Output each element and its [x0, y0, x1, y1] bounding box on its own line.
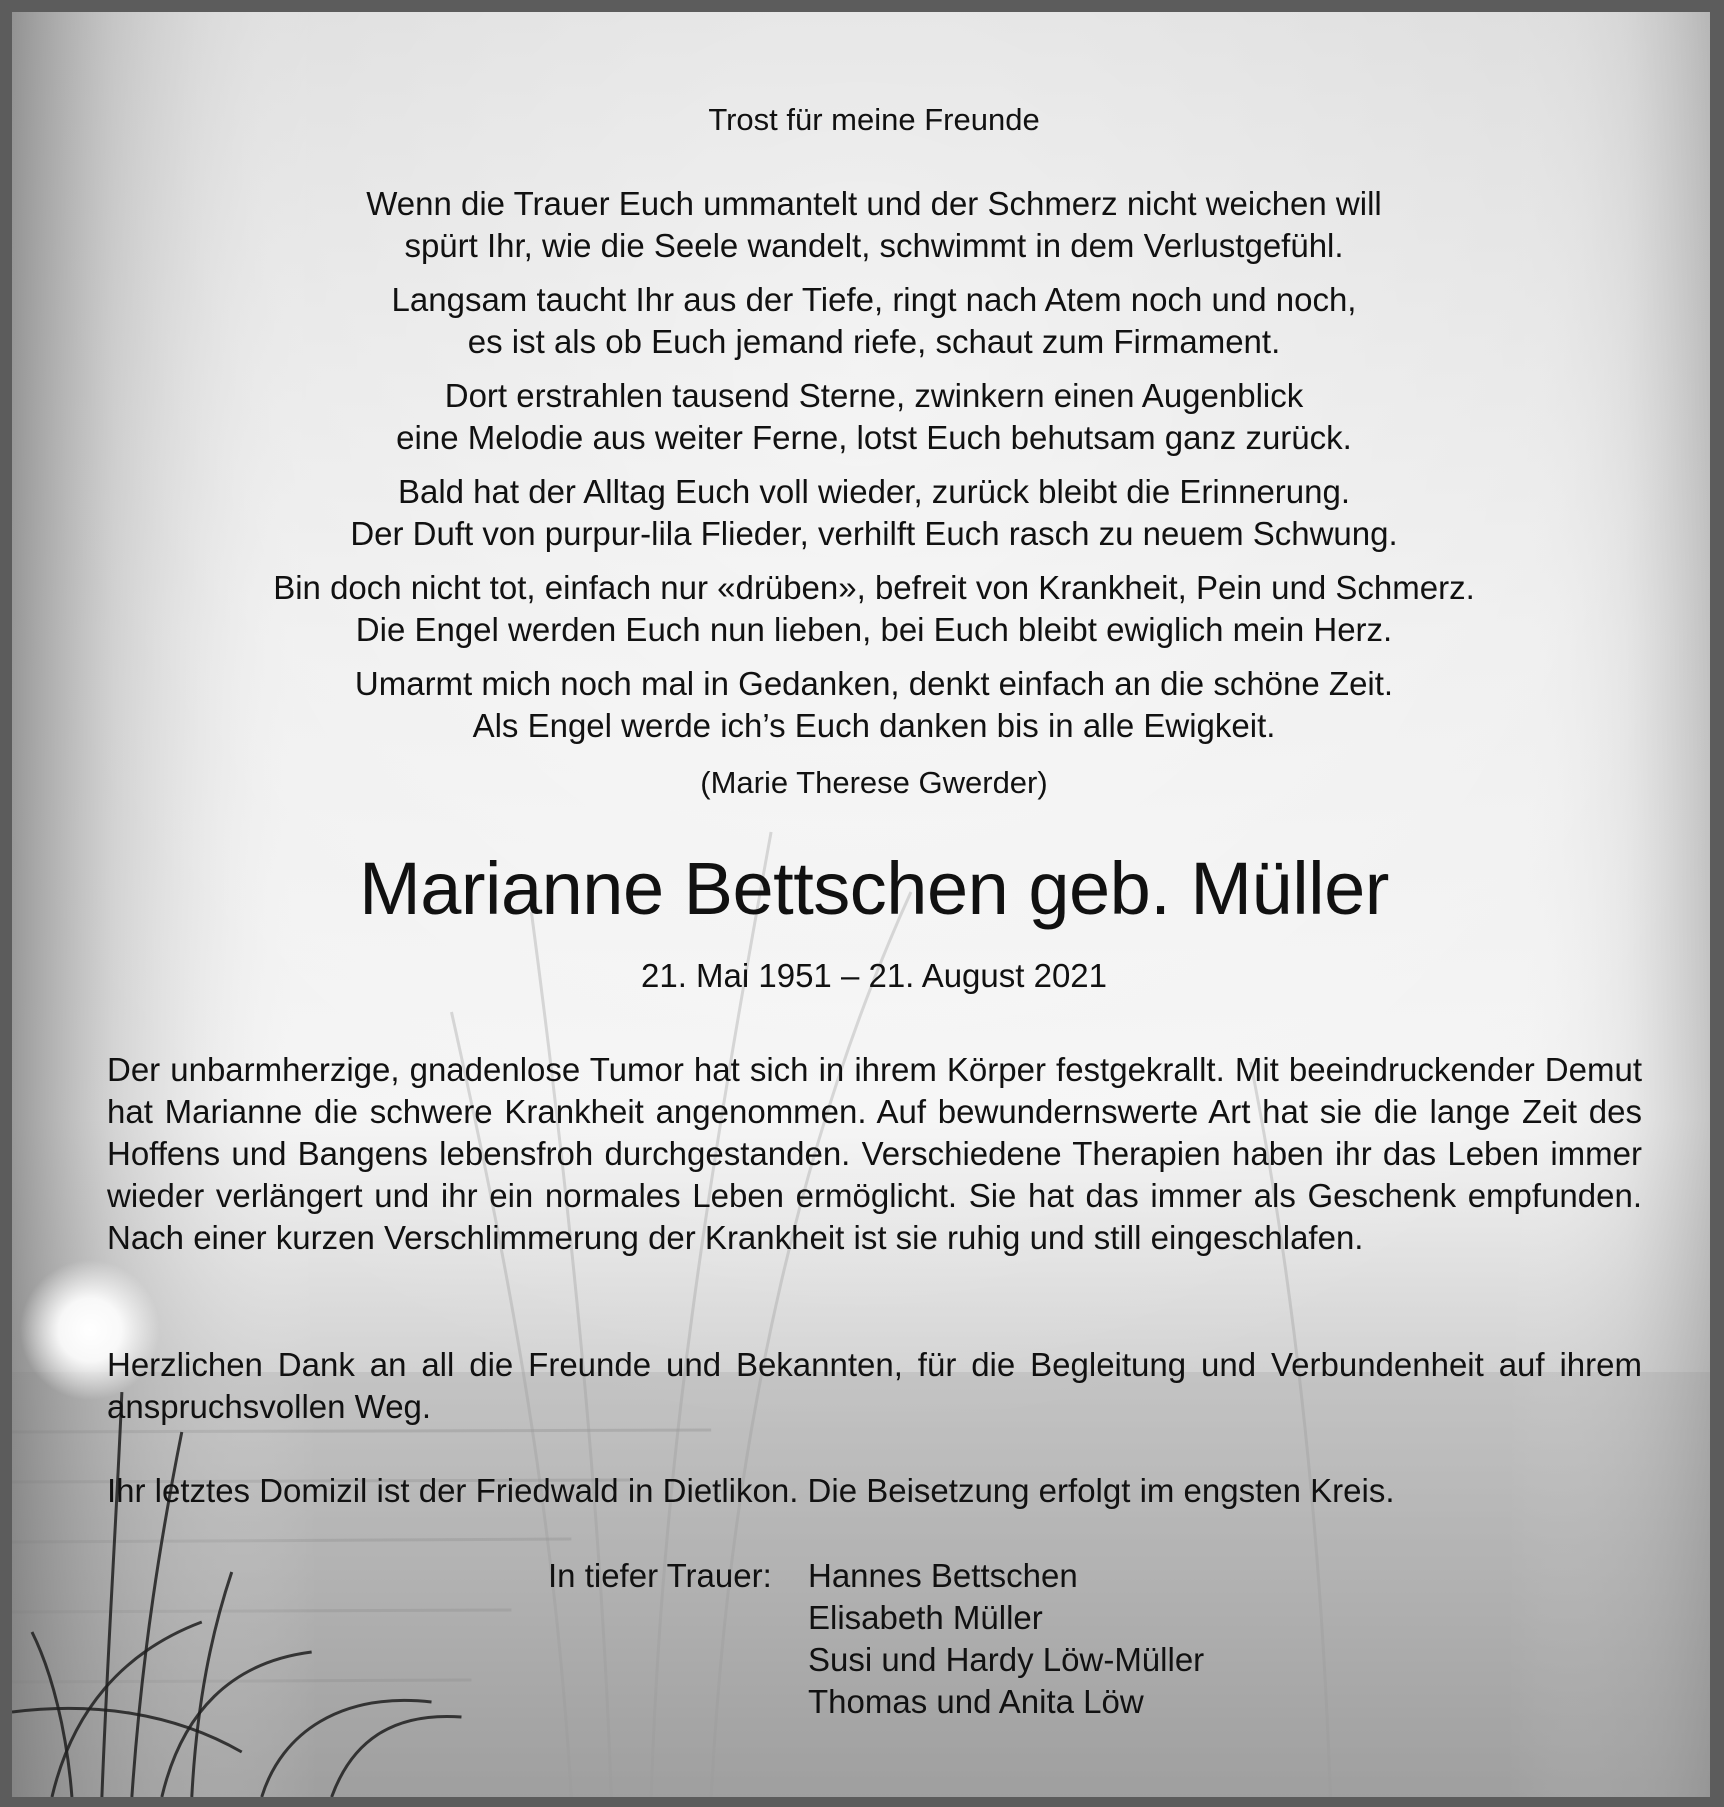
- poem-line: eine Melodie aus weiter Ferne, lotst Euch behutsam ganz zurück.: [396, 419, 1352, 456]
- poem-author: (Marie Therese Gwerder): [700, 765, 1048, 800]
- burial-paragraph: Ihr letztes Domizil ist der Friedwald in Dietlikon. Die Beisetzung erfolgt im engsten Kreis.: [107, 1472, 1395, 1509]
- thanks-paragraph: Herzlichen Dank an all die Freunde und Bekannten, für die Begleitung und Verbundenheit auf ihrem anspruchsvollen Weg.: [107, 1346, 1642, 1425]
- poem-line: Als Engel werde ich’s Euch danken bis in alle Ewigkeit.: [472, 707, 1276, 744]
- obituary-paragraph: Der unbarmherzige, gnadenlose Tumor hat sich in ihrem Körper festgekrallt. Mit beeindruckender Demut hat Marianne die schwere Krankheit angenommen. Auf bewundernswerte Art hat sie die lange Zeit des Hoffens und Bangens lebensfroh durchgestanden. Verschiedene Therapien haben ihr das Leben immer wieder verlängert und ihr ein normales Leben ermöglicht. Sie hat das immer als Geschenk empfunden. Nach einer kurzen Verschlimmerung der Krankheit ist sie ruhig und still eingeschlafen.: [107, 1051, 1642, 1256]
- poem-stanza: [12, 279, 1724, 363]
- poem-stanza: [12, 375, 1724, 459]
- poem-line: Umarmt mich noch mal in Gedanken, denkt einfach an die schöne Zeit.: [354, 665, 1394, 702]
- obituary-content: [12, 12, 1712, 1797]
- mourner-name: Elisabeth Müller: [808, 1599, 1043, 1636]
- poem-line: Der Duft von purpur-lila Flieder, verhilft Euch rasch zu neuem Schwung.: [350, 515, 1398, 552]
- poem-line: es ist als ob Euch jemand riefe, schaut zum Firmament.: [467, 323, 1281, 360]
- poem-line: Bin doch nicht tot, einfach nur «drüben», befreit von Krankheit, Pein und Schmerz.: [273, 569, 1475, 606]
- mourner-name: Susi und Hardy Löw-Müller: [808, 1641, 1205, 1678]
- life-dates: 21. Mai 1951 – 21. August 2021: [640, 957, 1108, 994]
- deceased-name: Marianne Bettschen geb. Müller: [359, 847, 1389, 930]
- poem-line: Dort erstrahlen tausend Sterne, zwinkern einen Augenblick: [444, 377, 1304, 414]
- poem-stanza: [12, 471, 1724, 555]
- poem-stanza: [12, 663, 1724, 747]
- poem-stanza: [12, 183, 1724, 267]
- mourners-list: [808, 1555, 1204, 1723]
- mourner-name: Thomas und Anita Löw: [808, 1683, 1144, 1720]
- mourner-name: Hannes Bettschen: [808, 1557, 1078, 1594]
- poem-line: Wenn die Trauer Euch ummantelt und der Schmerz nicht weichen will: [366, 185, 1382, 222]
- poem-line: Bald hat der Alltag Euch voll wieder, zurück bleibt die Erinnerung.: [397, 473, 1351, 510]
- mourners-label: In tiefer Trauer:: [548, 1557, 772, 1594]
- poem-title: Trost für meine Freunde: [708, 102, 1040, 137]
- poem-line: Die Engel werden Euch nun lieben, bei Euch bleibt ewiglich mein Herz.: [355, 611, 1393, 648]
- poem-stanza: [12, 567, 1724, 651]
- poem-line: Langsam taucht Ihr aus der Tiefe, ringt nach Atem noch und noch,: [391, 281, 1357, 318]
- poem-line: spürt Ihr, wie die Seele wandelt, schwimmt in dem Verlustgefühl.: [404, 227, 1344, 264]
